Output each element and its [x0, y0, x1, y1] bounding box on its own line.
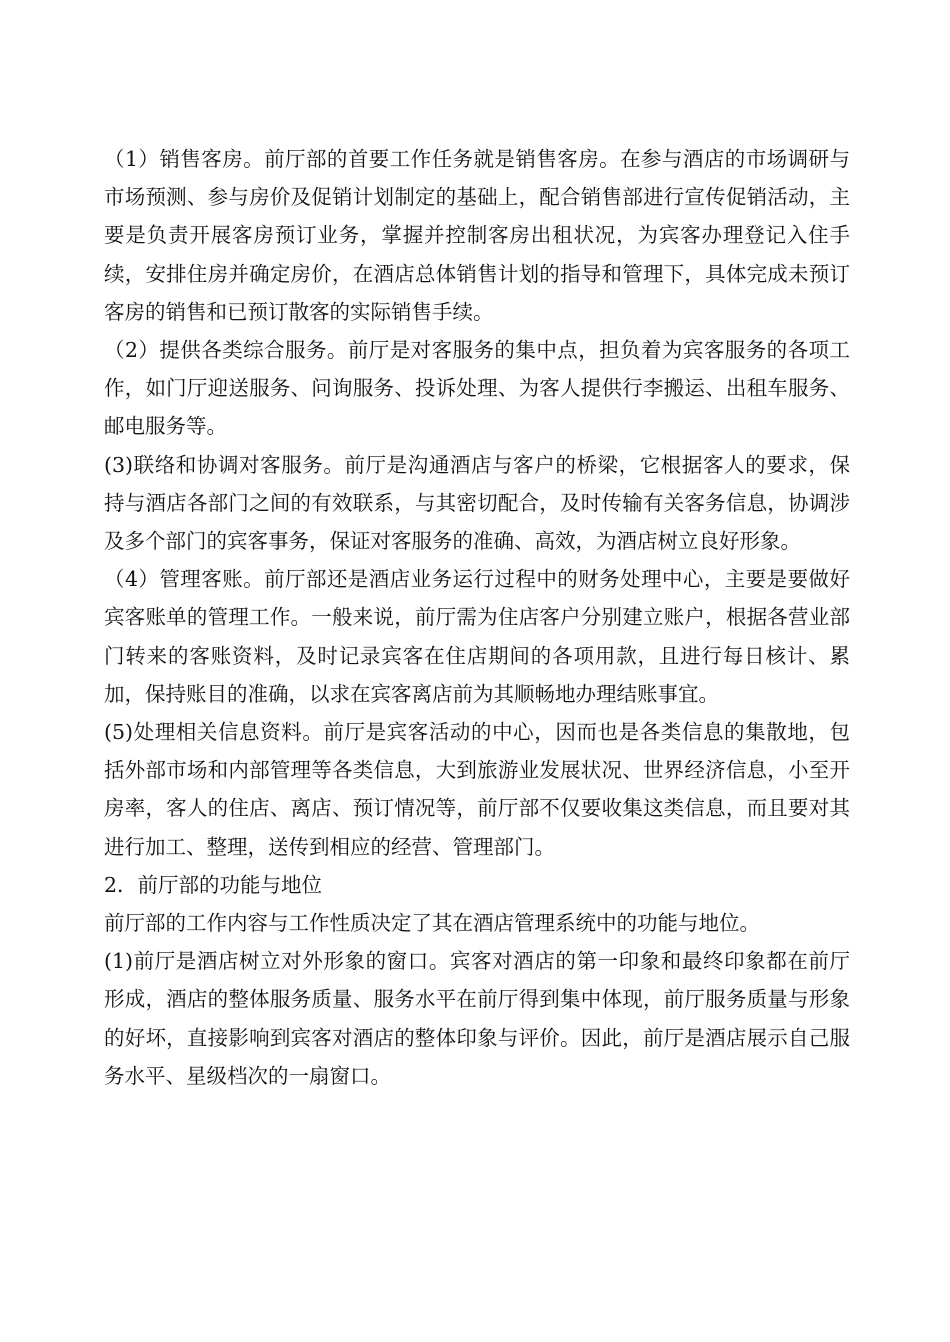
- paragraph-accounts: （4）管理客账。前厅部还是酒店业务运行过程中的财务处理中心，主要是要做好宾客账单的管理工作。一般来说，前厅需为住店客户分别建立账户，根据各营业部门转来的客账资料，及时记录宾客在住店期间的各项用款，且进行每日核计、累加，保持账目的准确，以求在宾客离店前为其顺畅地办理结账事宜。: [104, 567, 850, 706]
- document-page: [104, 140, 850, 1095]
- section-intro: 前厅部的工作内容与工作性质决定了其在酒店管理系统中的功能与地位。: [104, 911, 760, 936]
- section-heading: 2．前厅部的功能与地位: [104, 872, 323, 897]
- paragraph-sell-rooms: （1）销售客房。前厅部的首要工作任务就是销售客房。在参与酒店的市场调研与市场预测、参与房价及促销计划制定的基础上，配合销售部进行宣传促销活动，主要是负责开展客房预订业务，掌握并控制客房出租状况，为宾客办理登记入住手续，安排住房并确定房价，在酒店总体销售计划的指导和管理下，具体完成未预订客房的销售和已预订散客的实际销售手续。: [104, 147, 850, 324]
- section-point-1: (1)前厅是酒店树立对外形象的窗口。宾客对酒店的第一印象和最终印象都在前厅形成，酒店的整体服务质量、服务水平在前厅得到集中体现，前厅服务质量与形象的好坏，直接影响到宾客对酒店的整体印象与评价。因此，前厅是酒店展示自己服务水平、星级档次的一扇窗口。: [104, 949, 850, 1088]
- paragraph-information: (5)处理相关信息资料。前厅是宾客活动的中心，因而也是各类信息的集散地，包括外部市场和内部管理等各类信息，大到旅游业发展状况、世界经济信息，小至开房率，客人的住店、离店、预订情况等，前厅部不仅要收集这类信息，而且要对其进行加工、整理，送传到相应的经营、管理部门。: [104, 720, 850, 859]
- paragraph-coordinate: (3)联络和协调对客服务。前厅是沟通酒店与客户的桥梁，它根据客人的要求，保持与酒店各部门之间的有效联系，与其密切配合，及时传输有关客务信息，协调涉及多个部门的宾客事务，保证对客服务的准确、高效，为酒店树立良好形象。: [104, 452, 850, 554]
- paragraph-services: （2）提供各类综合服务。前厅是对客服务的集中点，担负着为宾客服务的各项工作，如门厅迎送服务、问询服务、投诉处理、为客人提供行李搬运、出租车服务、邮电服务等。: [104, 338, 850, 439]
